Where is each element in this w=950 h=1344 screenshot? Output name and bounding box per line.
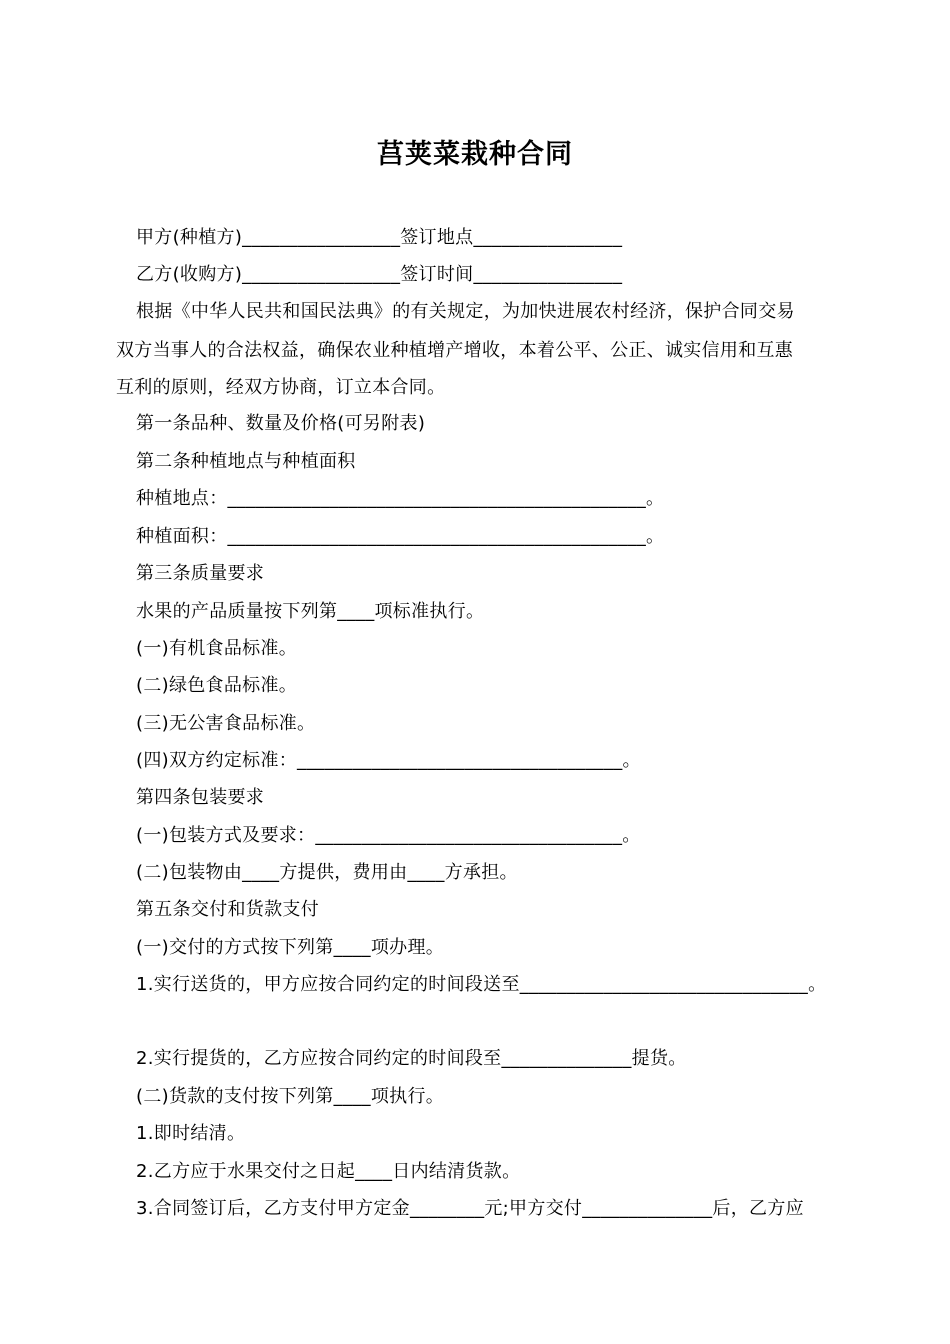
- article-2-heading: 第二条种植地点与种植面积: [136, 451, 356, 472]
- article-1-heading: 第一条品种、数量及价格(可另附表): [136, 413, 426, 434]
- quality-option-4: (四)双方约定标准：___________________________________。: [136, 750, 641, 771]
- delivery-option-2: 2.实行提货的，乙方应按合同约定的时间段至______________提货。: [136, 1048, 687, 1069]
- party-a-line: 甲方(种植方)_________________签订地点________________: [136, 227, 623, 248]
- preamble-line-1: 根据《中华人民共和国民法典》的有关规定，为加快进展农村经济，保护合同交易: [136, 301, 795, 322]
- article-5-heading: 第五条交付和货款支付: [136, 899, 319, 920]
- preamble-line-3: 互利的原则，经双方协商，订立本合同。: [116, 377, 446, 398]
- document-title: 莒荚菜栽种合同: [377, 139, 573, 170]
- packaging-method-line: (一)包装方式及要求：_________________________________。: [136, 825, 641, 846]
- quality-option-2: (二)绿色食品标准。: [136, 675, 298, 696]
- article-3-heading: 第三条质量要求: [136, 563, 265, 584]
- payment-method-line: (二)货款的支付按下列第____项执行。: [136, 1086, 445, 1107]
- quality-option-3: (三)无公害食品标准。: [136, 713, 316, 734]
- delivery-method-line: (一)交付的方式按下列第____项办理。: [136, 937, 445, 958]
- quality-option-1: (一)有机食品标准。: [136, 638, 298, 659]
- payment-option-2: 2.乙方应于水果交付之日起____日内结清货款。: [136, 1161, 521, 1182]
- planting-area-line: 种植面积：_____________________________________________。: [136, 526, 665, 547]
- delivery-option-1: 1.实行送货的，甲方应按合同约定的时间段送至_______________________________。: [136, 974, 827, 995]
- quality-standard-line: 水果的产品质量按下列第____项标准执行。: [136, 601, 485, 622]
- planting-location-line: 种植地点：_____________________________________________。: [136, 488, 665, 509]
- payment-option-1: 1.即时结清。: [136, 1123, 246, 1144]
- article-4-heading: 第四条包装要求: [136, 787, 265, 808]
- preamble-line-2: 双方当事人的合法权益，确保农业种植增产增收，本着公平、公正、诚实信用和互惠: [116, 340, 794, 361]
- party-b-line: 乙方(收购方)_________________签订时间________________: [136, 264, 623, 285]
- payment-option-3: 3.合同签订后，乙方支付甲方定金________元;甲方交付______________后，乙方应: [136, 1198, 804, 1219]
- packaging-cost-line: (二)包装物由____方提供，费用由____方承担。: [136, 862, 518, 883]
